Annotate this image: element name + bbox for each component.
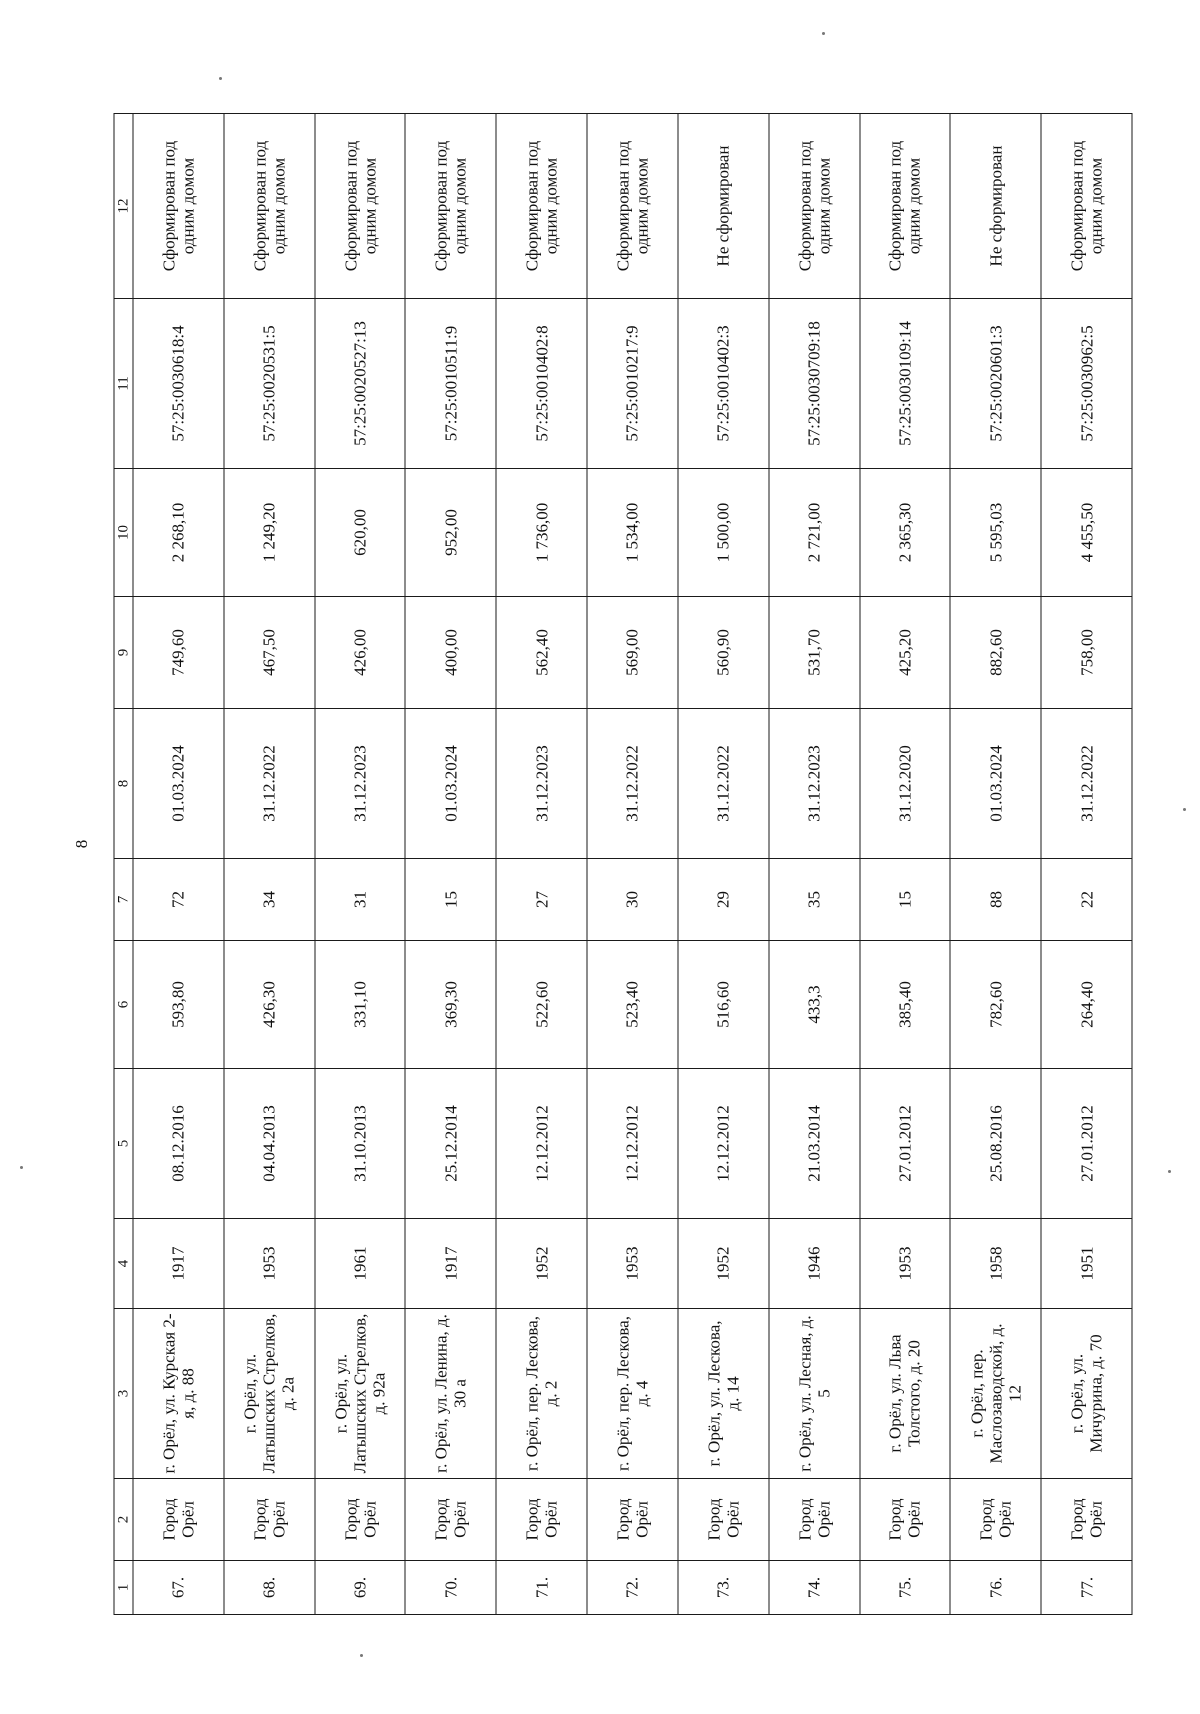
- table-cell: 57:25:0010402:8: [496, 298, 587, 468]
- table-cell: Сформирован под одним домом: [859, 113, 950, 298]
- table-cell: 72: [133, 858, 224, 940]
- table-cell: 560,90: [677, 596, 768, 708]
- table-cell: 27: [496, 858, 587, 940]
- table-cell: 531,70: [768, 596, 859, 708]
- table-cell: 27.01.2012: [1041, 1068, 1132, 1218]
- table-cell: г. Орёл, ул. Льва Толстого, д. 20: [859, 1308, 950, 1478]
- table-cell: 76.: [950, 1560, 1041, 1614]
- table-cell: 1 736,00: [496, 468, 587, 596]
- table-cell: 369,30: [405, 940, 496, 1068]
- table-cell: 27.01.2012: [859, 1068, 950, 1218]
- table-cell: Город Орёл: [405, 1478, 496, 1560]
- table-cell: Город Орёл: [677, 1478, 768, 1560]
- table-cell: 31: [314, 858, 405, 940]
- table-cell: 400,00: [405, 596, 496, 708]
- table-cell: Город Орёл: [950, 1478, 1041, 1560]
- table-cell: 34: [223, 858, 314, 940]
- table-cell: 21.03.2014: [768, 1068, 859, 1218]
- column-header: 9: [114, 596, 133, 708]
- scan-speck: [20, 1166, 23, 1169]
- table-cell: Не сформирован: [677, 113, 768, 298]
- table-cell: 1946: [768, 1218, 859, 1308]
- table-cell: 57:25:0020601:3: [950, 298, 1041, 468]
- table-cell: 25.12.2014: [405, 1068, 496, 1218]
- table-cell: г. Орёл, ул. Ленина, д. 30 а: [405, 1308, 496, 1478]
- table-cell: 57:25:0030109:14: [859, 298, 950, 468]
- table-row: [587, 113, 678, 1614]
- table-cell: 749,60: [133, 596, 224, 708]
- column-header: 3: [114, 1308, 133, 1478]
- column-header: 11: [114, 298, 133, 468]
- table-cell: 75.: [859, 1560, 950, 1614]
- table-cell: 88: [950, 858, 1041, 940]
- table-cell: 2 365,30: [859, 468, 950, 596]
- table-row: [223, 113, 314, 1614]
- table-cell: г. Орёл, пер. Лескова, д. 2: [496, 1308, 587, 1478]
- table-cell: 1953: [859, 1218, 950, 1308]
- table-cell: 467,50: [223, 596, 314, 708]
- table-cell: Сформирован под одним домом: [405, 113, 496, 298]
- table-cell: Сформирован под одним домом: [496, 113, 587, 298]
- table-cell: 15: [859, 858, 950, 940]
- column-header: 10: [114, 468, 133, 596]
- table-cell: 70.: [405, 1560, 496, 1614]
- table-cell: г. Орёл, ул. Мичурина, д. 70: [1041, 1308, 1132, 1478]
- table-cell: 35: [768, 858, 859, 940]
- table-cell: 12.12.2012: [587, 1068, 678, 1218]
- table-cell: 1952: [496, 1218, 587, 1308]
- scan-speck: [822, 32, 825, 35]
- table-cell: 31.10.2013: [314, 1068, 405, 1218]
- table-row: [1041, 113, 1132, 1614]
- table-row: [677, 113, 768, 1614]
- table-cell: 57:25:0030962:5: [1041, 298, 1132, 468]
- table-cell: 593,80: [133, 940, 224, 1068]
- table-row: [405, 113, 496, 1614]
- table-cell: 68.: [223, 1560, 314, 1614]
- table-cell: 1952: [677, 1218, 768, 1308]
- column-header: 6: [114, 940, 133, 1068]
- table-cell: 2 268,10: [133, 468, 224, 596]
- table-cell: 04.04.2013: [223, 1068, 314, 1218]
- table-cell: 22: [1041, 858, 1132, 940]
- table-cell: 516,60: [677, 940, 768, 1068]
- housing-registry-table: [113, 113, 1132, 1615]
- table-row: [950, 113, 1041, 1614]
- table-header-row: [114, 113, 133, 1614]
- table-cell: 1 534,00: [587, 468, 678, 596]
- table-cell: 426,30: [223, 940, 314, 1068]
- table-cell: 2 721,00: [768, 468, 859, 596]
- table-cell: Сформирован под одним домом: [314, 113, 405, 298]
- table-cell: 01.03.2024: [133, 708, 224, 858]
- table-cell: 425,20: [859, 596, 950, 708]
- table-cell: Город Орёл: [768, 1478, 859, 1560]
- table-cell: 1 500,00: [677, 468, 768, 596]
- table-cell: 31.12.2020: [859, 708, 950, 858]
- table-cell: 433,3: [768, 940, 859, 1068]
- table-cell: 57:25:0030618:4: [133, 298, 224, 468]
- table-cell: 77.: [1041, 1560, 1132, 1614]
- scan-speck: [360, 1654, 363, 1657]
- table-cell: 69.: [314, 1560, 405, 1614]
- table-cell: 31.12.2022: [677, 708, 768, 858]
- table-cell: г. Орёл, ул. Курская 2-я, д. 88: [133, 1308, 224, 1478]
- table-cell: 72.: [587, 1560, 678, 1614]
- page-number: 8: [72, 839, 91, 849]
- column-header: 2: [114, 1478, 133, 1560]
- table-cell: 758,00: [1041, 596, 1132, 708]
- table-cell: 12.12.2012: [496, 1068, 587, 1218]
- table-cell: 1917: [133, 1218, 224, 1308]
- table-cell: 31.12.2023: [314, 708, 405, 858]
- table-cell: Не сформирован: [950, 113, 1041, 298]
- table-cell: 1958: [950, 1218, 1041, 1308]
- table-row: [768, 113, 859, 1614]
- table-cell: 67.: [133, 1560, 224, 1614]
- table-cell: Город Орёл: [859, 1478, 950, 1560]
- table-cell: 57:25:0010217:9: [587, 298, 678, 468]
- scan-speck: [1168, 1170, 1171, 1173]
- table-cell: 1953: [587, 1218, 678, 1308]
- table-cell: Город Орёл: [1041, 1478, 1132, 1560]
- column-header: 5: [114, 1068, 133, 1218]
- table-cell: 1953: [223, 1218, 314, 1308]
- table-cell: 523,40: [587, 940, 678, 1068]
- table-cell: 569,00: [587, 596, 678, 708]
- table-cell: Город Орёл: [496, 1478, 587, 1560]
- table-cell: 264,40: [1041, 940, 1132, 1068]
- table-cell: 620,00: [314, 468, 405, 596]
- table-cell: Сформирован под одним домом: [587, 113, 678, 298]
- table-cell: г. Орёл, ул. Лескова, д. 14: [677, 1308, 768, 1478]
- table-cell: 57:25:0030709:18: [768, 298, 859, 468]
- table-row: [496, 113, 587, 1614]
- table-cell: г. Орёл, ул. Латышских Стрелков, д. 2а: [223, 1308, 314, 1478]
- table-cell: г. Орёл, ул. Лесная, д. 5: [768, 1308, 859, 1478]
- table-row: [133, 113, 224, 1614]
- table-cell: 25.08.2016: [950, 1068, 1041, 1218]
- table-cell: 08.12.2016: [133, 1068, 224, 1218]
- table-cell: 57:25:0010402:3: [677, 298, 768, 468]
- table-cell: 1917: [405, 1218, 496, 1308]
- table-container: [113, 113, 1132, 1614]
- table-cell: г. Орёл, пер. Лескова, д. 4: [587, 1308, 678, 1478]
- table-cell: г. Орёл, ул. Латышских Стрелков, д. 92а: [314, 1308, 405, 1478]
- column-header: 12: [114, 113, 133, 298]
- table-cell: 331,10: [314, 940, 405, 1068]
- scan-speck: [219, 77, 222, 80]
- table-cell: 952,00: [405, 468, 496, 596]
- table-cell: 31.12.2023: [496, 708, 587, 858]
- table-cell: 29: [677, 858, 768, 940]
- table-row: [859, 113, 950, 1614]
- column-header: 7: [114, 858, 133, 940]
- column-header: 4: [114, 1218, 133, 1308]
- table-cell: 782,60: [950, 940, 1041, 1068]
- table-cell: Город Орёл: [133, 1478, 224, 1560]
- table-cell: Сформирован под одним домом: [768, 113, 859, 298]
- table-cell: Город Орёл: [314, 1478, 405, 1560]
- table-cell: Сформирован под одним домом: [133, 113, 224, 298]
- table-cell: 74.: [768, 1560, 859, 1614]
- column-header: 1: [114, 1560, 133, 1614]
- table-row: [314, 113, 405, 1614]
- table-cell: 562,40: [496, 596, 587, 708]
- table-cell: 31.12.2022: [223, 708, 314, 858]
- table-cell: 01.03.2024: [950, 708, 1041, 858]
- table-cell: 1951: [1041, 1218, 1132, 1308]
- table-cell: 522,60: [496, 940, 587, 1068]
- table-cell: 5 595,03: [950, 468, 1041, 596]
- table-cell: 57:25:0010511:9: [405, 298, 496, 468]
- table-cell: 01.03.2024: [405, 708, 496, 858]
- table-cell: Сформирован под одним домом: [223, 113, 314, 298]
- table-cell: 4 455,50: [1041, 468, 1132, 596]
- table-cell: 31.12.2022: [587, 708, 678, 858]
- table-cell: 71.: [496, 1560, 587, 1614]
- table-cell: 1961: [314, 1218, 405, 1308]
- table-cell: 30: [587, 858, 678, 940]
- table-cell: Город Орёл: [223, 1478, 314, 1560]
- table-cell: г. Орёл, пер. Маслозаводской, д. 12: [950, 1308, 1041, 1478]
- column-header: 8: [114, 708, 133, 858]
- table-cell: Сформирован под одним домом: [1041, 113, 1132, 298]
- table-cell: Город Орёл: [587, 1478, 678, 1560]
- table-cell: 882,60: [950, 596, 1041, 708]
- table-cell: 57:25:0020527:13: [314, 298, 405, 468]
- table-cell: 385,40: [859, 940, 950, 1068]
- scan-speck: [1183, 808, 1186, 811]
- table-cell: 73.: [677, 1560, 768, 1614]
- table-cell: 12.12.2012: [677, 1068, 768, 1218]
- table-cell: 1 249,20: [223, 468, 314, 596]
- table-cell: 57:25:0020531:5: [223, 298, 314, 468]
- table-cell: 15: [405, 858, 496, 940]
- table-cell: 31.12.2022: [1041, 708, 1132, 858]
- table-cell: 426,00: [314, 596, 405, 708]
- table-cell: 31.12.2023: [768, 708, 859, 858]
